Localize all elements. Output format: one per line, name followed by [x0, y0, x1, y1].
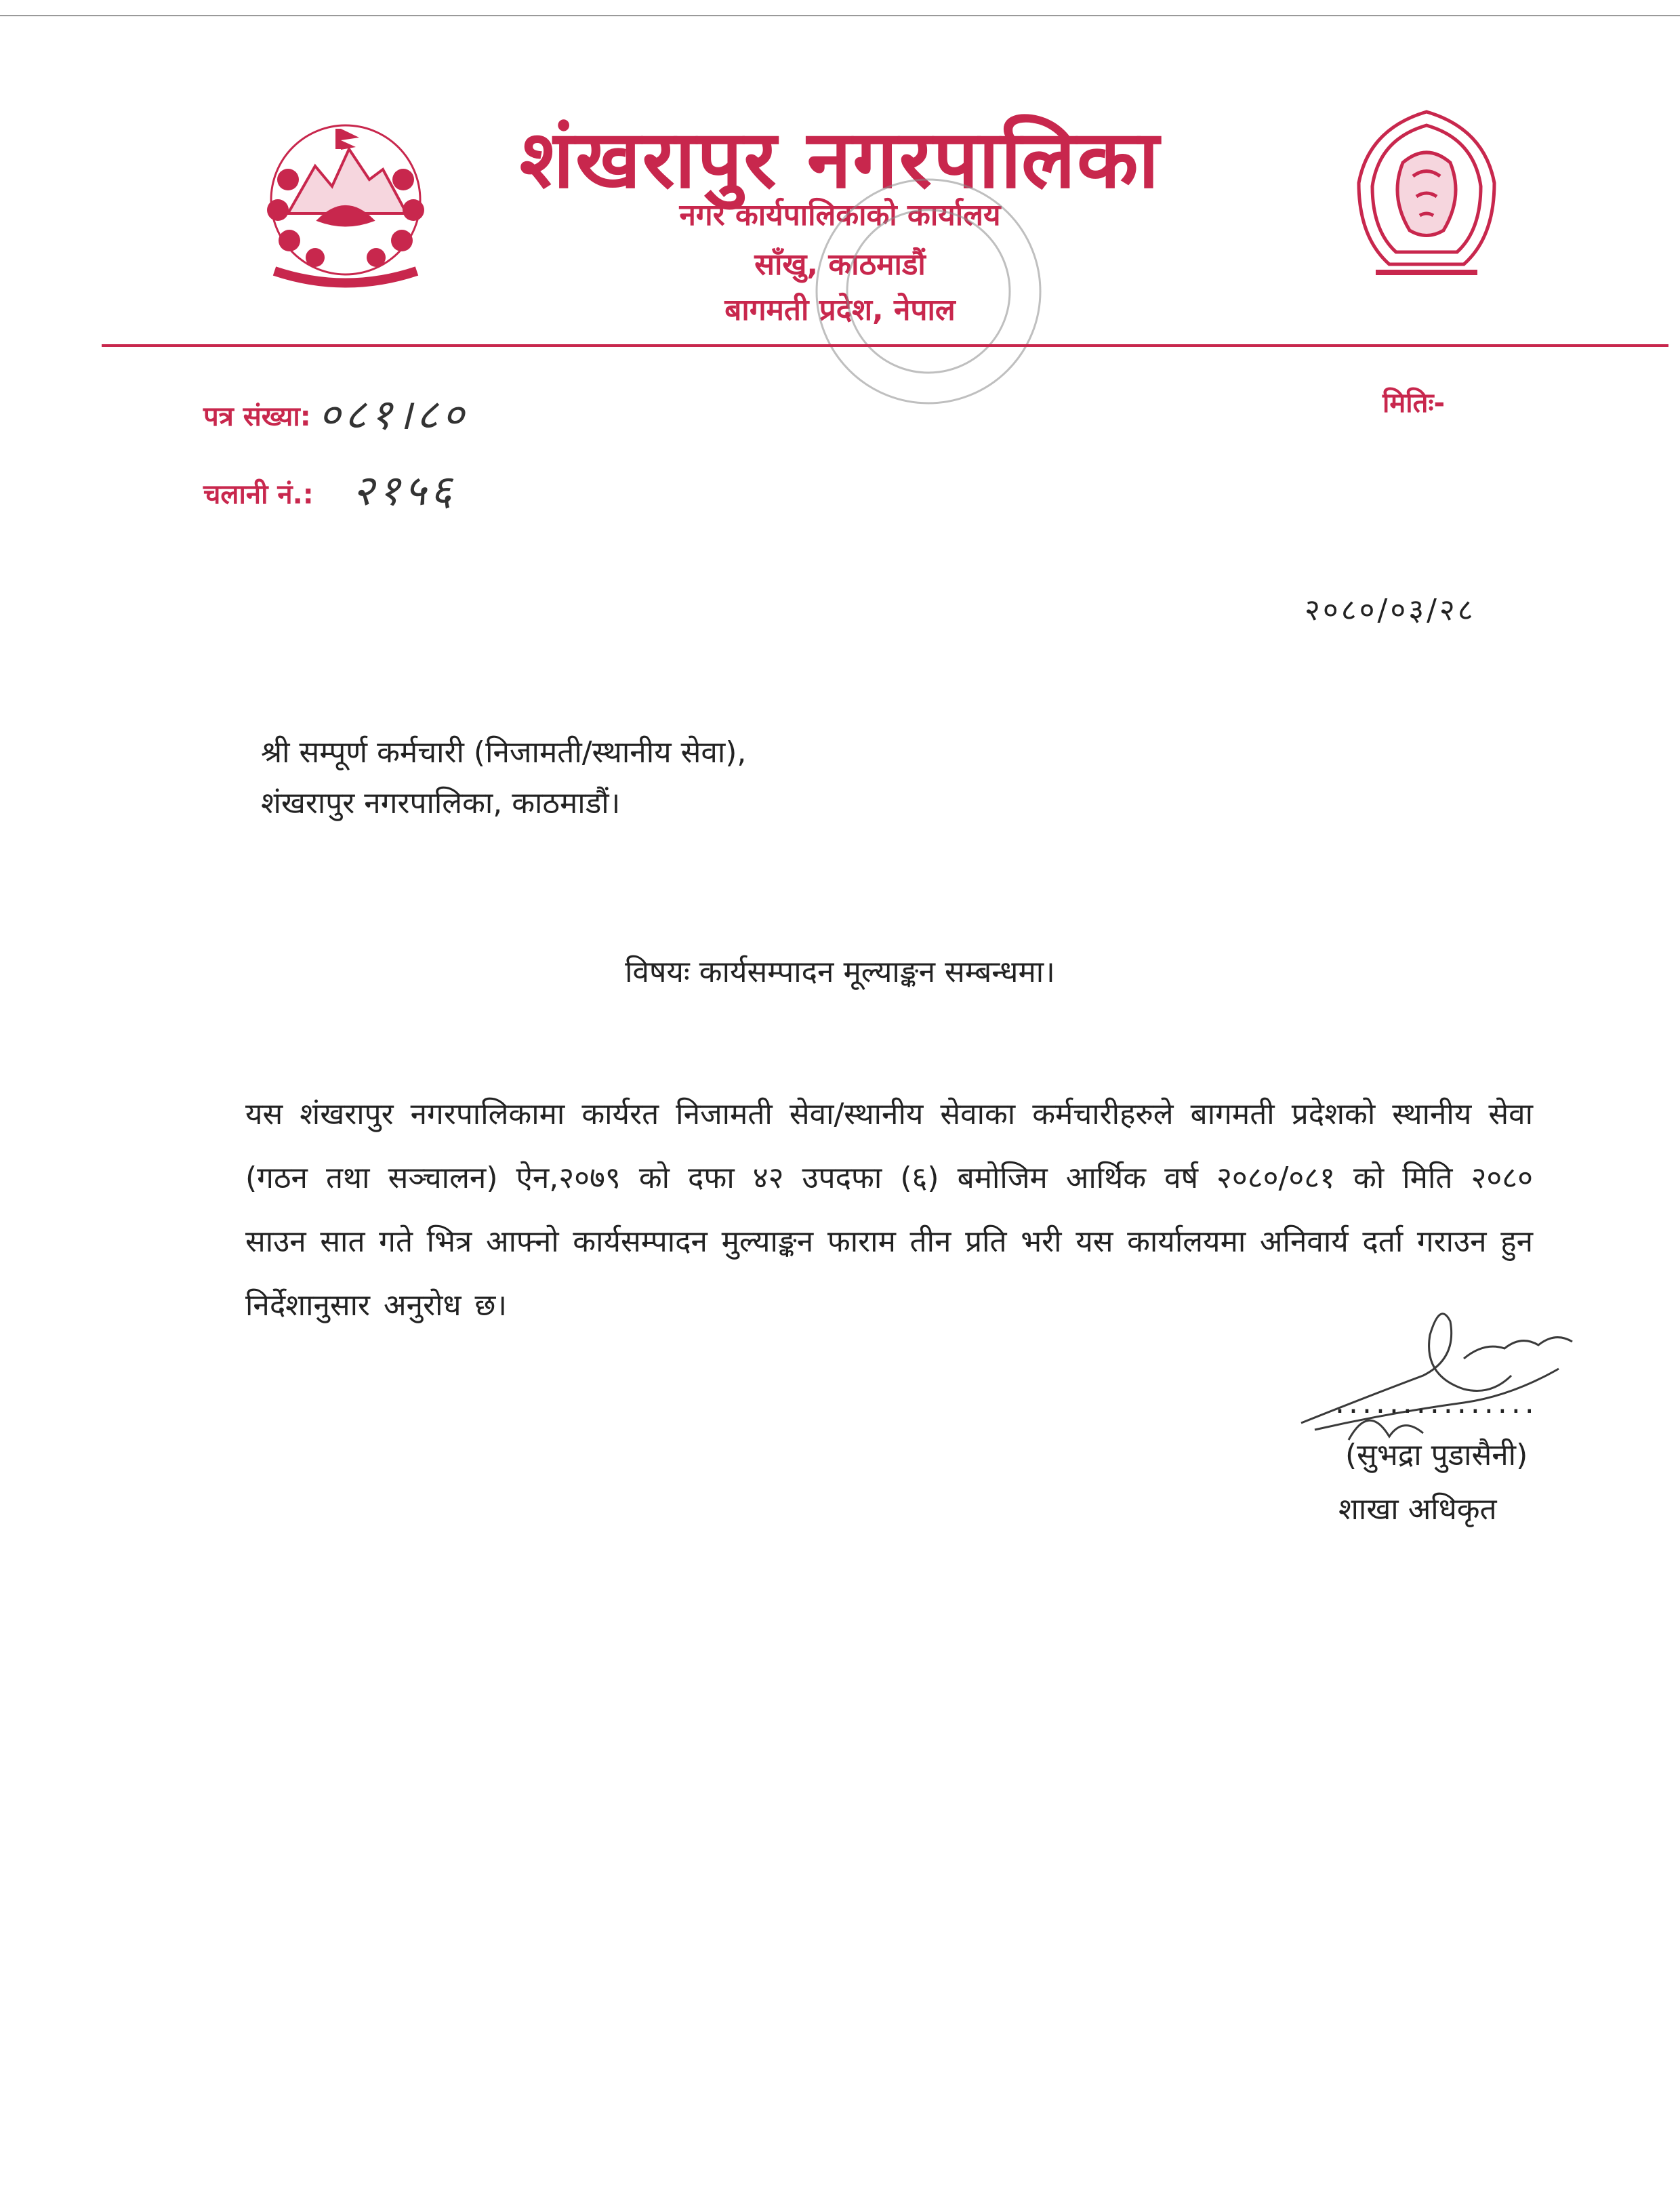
- office-name: नगर कार्यपालिकाको कार्यालय: [679, 198, 1001, 232]
- letter-date: २०८०/०३/२८: [1305, 593, 1476, 627]
- chalani-number-value: २१५६: [352, 466, 456, 515]
- patra-sankhya-value: ०८१।८०: [319, 390, 468, 439]
- org-name: शंखरापुर नगरपालिका: [519, 112, 1161, 206]
- signature-dots: ...............: [1335, 1386, 1538, 1420]
- miti-label: मितिः-: [1382, 388, 1446, 419]
- signatory-title: शाखा अधिकृत: [1338, 1492, 1497, 1527]
- header-divider: [102, 344, 1668, 347]
- recipient-line-2: शंखरापुर नगरपालिका, काठमाडौं।: [261, 786, 621, 821]
- letter-body: यस शंखरापुर नगरपालिकामा कार्यरत निजामती सेवा/स्थानीय सेवाका कर्मचारीहरुले बागमती प्रदेशको स्थानीय सेवा (गठन तथा सञ्चालन) ऐन,२०७९ को दफा ४२ उपदफा (६) बमोजिम आर्थिक वर्ष २०८०/०८१ को मिति २०८० साउन सात गते भित्र आफ्नो कार्यसम्पादन मुल्याङ्कन फाराम तीन प्रति भरी यस कार्यालयमा अनिवार्य दर्ता गराउन हुन निर्देशानुसार अनुरोध छ।: [245, 1097, 1533, 1323]
- patra-sankhya-label: पत्र संख्या:: [203, 401, 311, 432]
- office-location: साँखु, काठमाडौं: [754, 247, 926, 282]
- recipient-line-1: श्री सम्पूर्ण कर्मचारी (निजामती/स्थानीय सेवा),: [261, 735, 747, 770]
- office-stamp-icon: [800, 169, 1057, 413]
- chalani-number-label: चलानी नं.:: [203, 479, 314, 510]
- top-rule: [0, 15, 1680, 16]
- office-province: बागमती प्रदेश, नेपाल: [724, 293, 956, 327]
- signatory-name: (सुभद्रा पुडासैनी): [1345, 1438, 1528, 1472]
- letter-subject: विषयः कार्यसम्पादन मूल्याङ्कन सम्बन्धमा।: [625, 955, 1055, 989]
